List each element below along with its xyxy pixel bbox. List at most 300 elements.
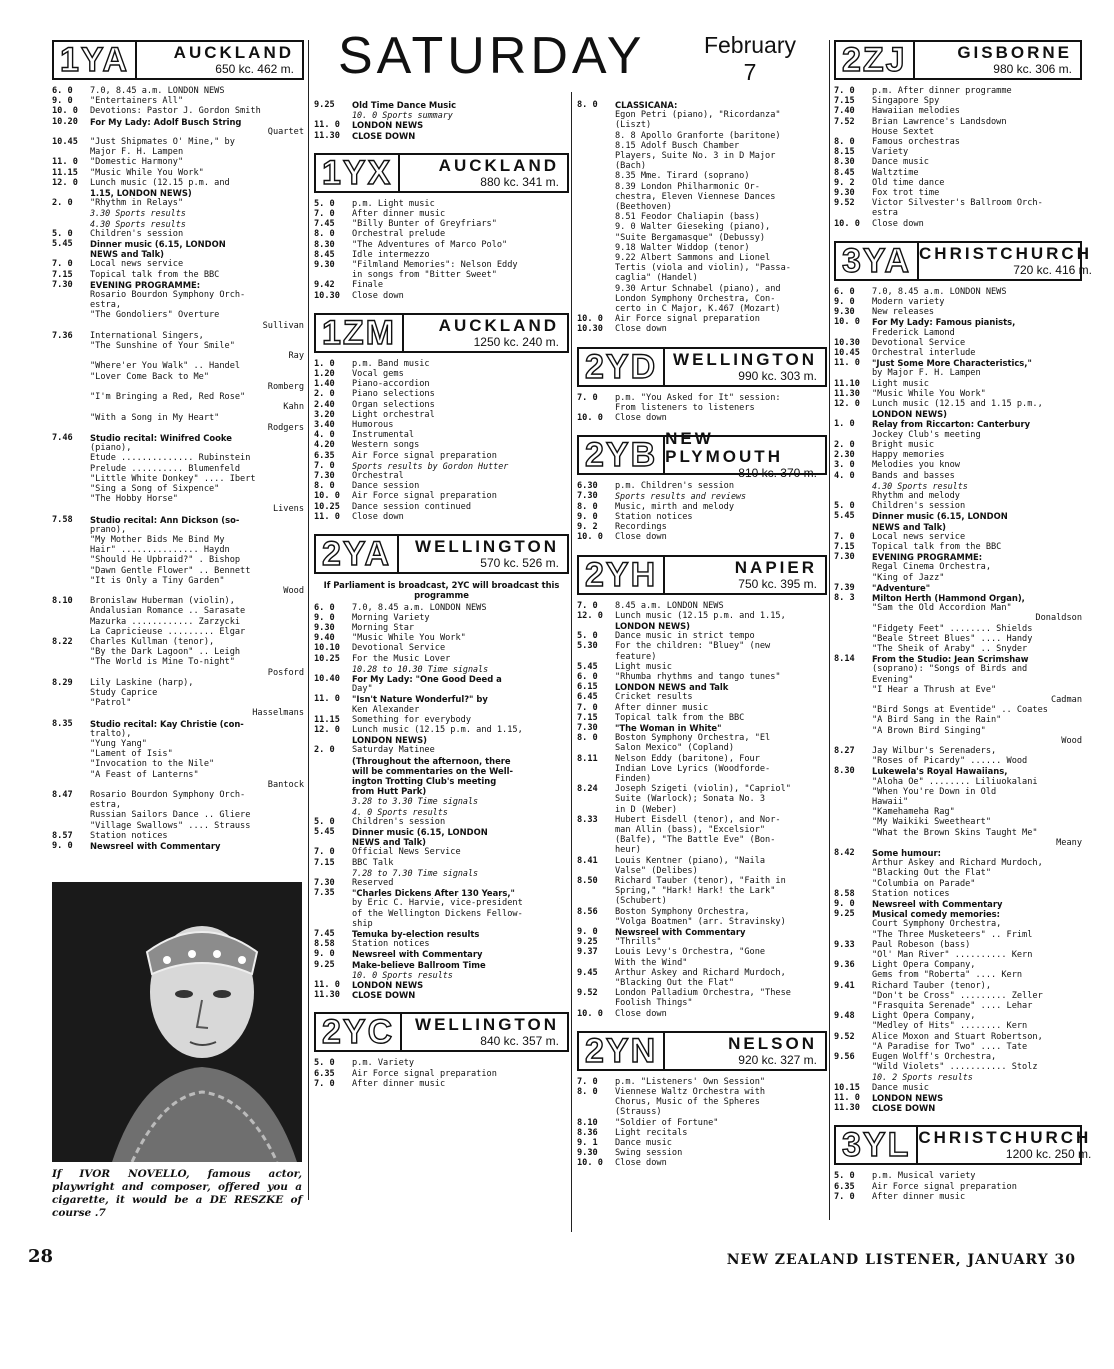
programme-time: 8.15 — [834, 147, 855, 158]
programme-line: Topical talk from the BBC — [872, 541, 1002, 552]
programme-time: 6. 0 — [52, 86, 73, 96]
programme-text — [872, 511, 1082, 531]
programme-line: (Strauss) — [615, 1107, 662, 1118]
programme-time: 1. 0 — [834, 419, 855, 430]
programme-time: 7.45 — [314, 219, 335, 230]
programme-text — [352, 929, 569, 939]
programme-text — [352, 481, 569, 491]
programme-text — [615, 1148, 827, 1158]
programme-time: 11. 0 — [314, 980, 340, 991]
programme-line: Topical talk from the BBC — [615, 712, 745, 723]
programme-line: Dance music — [872, 1082, 929, 1093]
programme-text — [90, 157, 304, 167]
programme-time: 7.15 — [577, 712, 598, 723]
programme-line: BBC Talk — [352, 857, 394, 868]
programme-text — [872, 106, 1082, 116]
programme-line: From the Studio: Jean Scrimshaw — [872, 654, 1029, 665]
programme-entry — [52, 239, 304, 259]
programme-entry — [834, 471, 1082, 502]
programme-text — [352, 491, 569, 501]
programme-text — [352, 694, 569, 714]
programme-line: "Frasquita Serenade" .... Lehar — [872, 1001, 1033, 1012]
programme-text — [872, 1182, 1082, 1192]
programme-time: 2. 0 — [314, 389, 335, 400]
programme-text — [352, 858, 569, 878]
station-frequency: 920 kc. 327 m. — [738, 1052, 817, 1067]
programme-line: Frederick Lamond — [872, 327, 955, 338]
programme-time: 11.15 — [314, 714, 340, 725]
programme-text — [352, 420, 569, 430]
programme-line: Richard Tauber (tenor), "Faith in — [615, 875, 786, 886]
programme-time: 7.30 — [314, 877, 335, 888]
programme-line: Recordings — [615, 522, 667, 533]
programme-line: Finden) — [615, 773, 652, 784]
programme-entry — [314, 491, 569, 501]
programme-entry — [314, 280, 569, 290]
programme-time: 7.40 — [834, 106, 855, 117]
station-info — [137, 42, 302, 78]
programme-time: 10. 0 — [834, 317, 860, 328]
station-call-sign: 2YC — [316, 1014, 402, 1050]
programme-line: Bronislaw Huberman (violin), — [90, 596, 235, 607]
programme-line: Light Opera Company, — [872, 960, 976, 971]
programme-text — [872, 1093, 1082, 1103]
programme-time: 9. 1 — [577, 1138, 598, 1149]
station-2yd — [577, 347, 827, 424]
programme-line: in songs from "Bitter Sweet" — [352, 270, 497, 281]
programme-line: Air Force signal preparation — [615, 314, 760, 325]
programme-entry — [577, 393, 827, 413]
programme-line: by Major F. H. Lampen — [872, 368, 981, 379]
programme-line: Bright music — [872, 439, 935, 450]
programme-line: Gems from "Roberta" .... Kern — [872, 970, 1023, 981]
station-city: WELLINGTON — [415, 1015, 559, 1035]
programme-text — [352, 1079, 569, 1089]
programme-line: Jockey Club's meeting — [872, 429, 981, 440]
programme-text — [352, 280, 569, 290]
programme-entry — [314, 461, 569, 471]
programme-time: 9.30 — [834, 307, 855, 318]
programme-time: 7.15 — [314, 857, 335, 868]
programme-text — [352, 430, 569, 440]
programme-entry — [314, 260, 569, 280]
programme-line: "Rhythm in Relays" — [90, 198, 184, 209]
programme-line: Evening" — [872, 674, 914, 685]
programme-time: 7. 0 — [834, 531, 855, 542]
programme-line: 3.28 to 3.30 Time signals — [352, 796, 479, 807]
programme-text — [872, 219, 1082, 229]
programme-line: by Eric C. Harvie, vice-president — [352, 898, 523, 909]
programme-line: Idle intermezzo — [352, 249, 430, 260]
programme-time: 9.25 — [834, 909, 855, 920]
programme-entry — [314, 131, 569, 141]
programme-text — [872, 188, 1082, 198]
programme-entry — [314, 199, 569, 209]
programme-time: 9. 0 — [52, 96, 73, 107]
programme-entry — [52, 831, 304, 841]
programme-entry — [577, 100, 827, 314]
programme-line: Andalusian Romance .. Sarasate — [90, 606, 246, 617]
programme-line: Saturday Matinee — [352, 745, 435, 756]
programme-line: Air Force signal preparation — [352, 450, 497, 461]
programme-time: 11.30 — [834, 388, 860, 399]
programme-line: (Liszt) — [615, 120, 652, 131]
programme-entry — [834, 593, 1082, 654]
programme-line: "Sing a Song of Sixpence" — [90, 483, 220, 494]
station-header — [577, 555, 827, 595]
programme-time: 7. 0 — [577, 702, 598, 713]
programme-entry — [834, 178, 1082, 188]
column-rule — [571, 92, 572, 1232]
programme-entry — [577, 723, 827, 733]
programme-time: 11. 0 — [834, 1092, 860, 1103]
programme-line: Western songs — [352, 440, 420, 451]
programme-text — [615, 393, 827, 413]
programme-line: Morning Variety — [352, 612, 430, 623]
programme-line: Dinner music (6.15, LONDON — [352, 826, 488, 837]
programme-line: estra, — [90, 300, 122, 311]
programme-line: "Dawn Gentle Flower" .. Bennett — [90, 565, 251, 576]
programme-line: 9.30 Artur Schnabel (piano), and — [615, 283, 781, 294]
programme-time: 5.45 — [52, 239, 73, 250]
programme-text — [872, 1083, 1082, 1093]
programme-line: "Suite Bergamasque" (Debussy) — [615, 232, 766, 243]
programme-time: 8.29 — [52, 677, 73, 688]
programme-line: "Don't be Cross" ......... Zeller — [872, 990, 1043, 1001]
programme-time: 2.30 — [834, 450, 855, 461]
programme-entry — [834, 106, 1082, 116]
programme-line: "Kamehameha Rag" — [872, 807, 955, 818]
programme-line: Rosario Bourdon Symphony Orch- — [90, 290, 246, 301]
programme-time: 12. 0 — [314, 724, 340, 735]
programme-line: Studio recital: Ann Dickson (so- — [90, 514, 240, 525]
programme-line: "What the Brown Skins Taught Me" — [872, 827, 1038, 838]
programme-line: Orchestral prelude — [352, 229, 446, 240]
programme-text — [872, 117, 1082, 137]
programme-line: EVENING PROGRAMME: — [872, 552, 983, 563]
station-header — [314, 313, 569, 353]
station-city: AUCKLAND — [173, 43, 294, 62]
programme-text — [352, 379, 569, 389]
page-day-title: SATURDAY — [338, 27, 646, 85]
programme-time: 10. 0 — [577, 1158, 603, 1169]
programme-time: 8.14 — [834, 654, 855, 665]
programme-line: Fox trot time — [872, 188, 940, 199]
programme-line: Relay from Riccarton: Canterbury — [872, 419, 1031, 430]
programme-entry — [577, 532, 827, 542]
programme-time: 9.52 — [834, 198, 855, 209]
programme-line: Topical talk from the BBC — [90, 269, 220, 280]
programme-text — [615, 631, 827, 641]
programme-line: Morning Star — [352, 622, 415, 633]
programme-text — [615, 876, 827, 907]
programme-entry — [577, 1077, 827, 1087]
programme-text — [90, 841, 304, 851]
programme-line: Newsreel with Commentary — [90, 841, 221, 852]
programme-entry — [834, 188, 1082, 198]
programme-time: 10. 0 — [577, 532, 603, 543]
programme-text — [872, 471, 1082, 502]
programme-entry — [314, 400, 569, 410]
programme-time: 7.36 — [52, 330, 73, 341]
programme-line: Singapore Spy — [872, 96, 940, 107]
programme-line: Wood — [283, 585, 304, 596]
programme-entry — [52, 433, 304, 515]
programme-time: 5. 0 — [314, 816, 335, 827]
programme-text — [352, 440, 569, 450]
programme-line: "Aloha Oe" ........ Liliuokalani — [872, 776, 1038, 787]
programme-entry — [834, 1052, 1082, 1083]
programme-line: Devotional Service — [352, 643, 446, 654]
programme-time: 8.30 — [314, 239, 335, 250]
programme-text — [615, 968, 827, 988]
programme-text — [615, 713, 827, 723]
programme-line: "I'm Bringing a Red, Red Rose" — [90, 392, 246, 403]
column-2 — [314, 100, 569, 1101]
programme-line: "My Waikiki Sweetheart" — [872, 817, 991, 828]
programme-time: 8.30 — [834, 157, 855, 168]
programme-entry — [834, 552, 1082, 583]
station-info — [915, 42, 1080, 78]
programme-text — [352, 654, 569, 674]
programme-entry — [314, 291, 569, 301]
programme-entry — [577, 481, 827, 491]
programme-line: 7.0, 8.45 a.m. LONDON NEWS — [90, 86, 225, 96]
programme-time: 6. 0 — [577, 671, 598, 682]
programme-text — [352, 949, 569, 959]
programme-line: "Should He Upbraid?" . Bishop — [90, 555, 241, 566]
programme-line: Victor Silvester's Ballroom Orch- — [872, 198, 1043, 209]
programme-text — [352, 209, 569, 219]
programme-line: EVENING PROGRAMME: — [90, 279, 201, 290]
programme-entry — [314, 949, 569, 959]
programme-text — [872, 1192, 1082, 1202]
programme-line: (Balfe), "The Battle Eve" (Bon- — [615, 835, 776, 846]
programme-line: Brian Lawrence's Landsdown — [872, 116, 1007, 127]
programme-time: 11.15 — [52, 167, 78, 178]
programme-time: 9.52 — [577, 988, 598, 999]
programme-entry — [314, 512, 569, 522]
programme-line: LONDON NEWS) — [615, 620, 690, 631]
programme-line: p.m. Musical variety — [872, 1171, 976, 1182]
programme-time: 7.58 — [52, 514, 73, 525]
programme-line: For My Lady: Famous pianists, — [872, 317, 1016, 328]
programme-line: "Entertainers All" — [90, 96, 184, 107]
programme-text — [872, 440, 1082, 450]
programme-text — [615, 856, 827, 876]
station-1yx — [314, 153, 569, 301]
programme-entry — [314, 502, 569, 512]
programme-entry — [834, 348, 1082, 358]
station-2ya — [314, 534, 569, 1000]
programme-line: Chorus, Music of the Spheres — [615, 1097, 760, 1108]
programme-entry — [834, 909, 1082, 940]
programme-line: "Rhumba rhythms and tango tunes" — [615, 671, 781, 682]
programme-time: 1.20 — [314, 369, 335, 380]
programme-line: Louis Kentner (piano), "Naila — [615, 855, 766, 866]
programme-line: p.m. "You Asked for It" session: — [615, 392, 781, 403]
programme-text — [615, 481, 827, 491]
station-info — [400, 155, 567, 191]
programme-entry — [314, 888, 569, 929]
programme-entry — [52, 515, 304, 597]
station-call-sign: 1ZM — [316, 315, 404, 351]
programme-line: LONDON NEWS and Talk — [615, 682, 729, 693]
programme-entry — [834, 532, 1082, 542]
programme-time: 10.45 — [834, 348, 860, 359]
programme-time: 5.45 — [834, 511, 855, 522]
programme-text — [90, 790, 304, 831]
programme-text — [352, 817, 569, 827]
programme-line: Station notices — [615, 511, 693, 522]
programme-line: "The Sunshine of Your Smile" — [90, 341, 235, 352]
programme-line: Some humour: — [872, 848, 941, 859]
programme-line: Bantock — [267, 779, 304, 790]
station-info — [919, 243, 1100, 279]
programme-entry — [834, 1171, 1082, 1181]
programme-text — [615, 502, 827, 512]
programme-time: 4.20 — [314, 440, 335, 451]
station-call-sign: 3YA — [836, 243, 919, 279]
programme-line: "The World is Mine To-night" — [90, 657, 235, 668]
programme-time: 11. 0 — [834, 358, 860, 369]
programme-time: 3.40 — [314, 420, 335, 431]
programme-line: Old Time Dance Music — [352, 100, 457, 110]
programme-entry — [834, 899, 1082, 909]
programme-line: "Lament of Isis" — [90, 749, 173, 760]
programme-time: 8.36 — [577, 1127, 598, 1138]
programme-line: Louis Levy's Orchestra, "Gone — [615, 947, 766, 958]
column-rule — [308, 40, 309, 1200]
programme-line: Boston Symphony Orchestra, "El — [615, 733, 771, 744]
programme-entry — [577, 1087, 827, 1118]
programme-line: prano), — [90, 524, 127, 535]
column-4 — [834, 40, 1092, 1214]
programme-text — [615, 314, 827, 324]
station-header — [577, 1031, 827, 1071]
station-call-sign: 2YA — [316, 536, 399, 572]
programme-entry — [52, 198, 304, 229]
programme-time: 7.15 — [834, 541, 855, 552]
programme-line: Official News Service — [352, 847, 461, 858]
station-frequency: 810 kc. 370 m. — [738, 466, 817, 481]
programme-time: 10. 0 — [577, 413, 603, 424]
station-1ya — [52, 40, 304, 851]
programme-line: Ken Alexander — [352, 704, 420, 715]
programme-time: 7. 0 — [314, 1078, 335, 1089]
programme-entry — [314, 471, 569, 481]
programme-time: 9. 2 — [834, 177, 855, 188]
programme-line: Hasselmans — [252, 708, 304, 719]
programme-entry — [52, 331, 304, 433]
programme-time: 7.35 — [314, 888, 335, 899]
programme-time: 5. 0 — [834, 1171, 855, 1182]
programme-line: Sports results and reviews — [615, 491, 747, 502]
programme-entry — [577, 413, 827, 423]
programme-line: For the children: "Bluey" (new — [615, 641, 771, 652]
programme-line: 8.51 Feodor Chaliapin (bass) — [615, 212, 760, 223]
programme-text — [872, 960, 1082, 980]
programme-entry — [314, 613, 569, 623]
programme-text — [615, 947, 827, 967]
station-info — [665, 429, 825, 481]
programme-line: Musical comedy memories: — [872, 909, 1000, 920]
programme-entry — [577, 491, 827, 501]
programme-line: Close down — [615, 1008, 667, 1019]
programme-entry — [577, 601, 827, 611]
programme-text — [872, 358, 1082, 378]
programme-line: p.m. Children's session — [615, 481, 734, 492]
programme-entry — [834, 501, 1082, 511]
programme-line: will be commentaries on the Well- — [352, 765, 513, 776]
programme-text — [352, 939, 569, 949]
programme-entry — [314, 229, 569, 239]
programme-entry — [314, 219, 569, 229]
programme-entry — [314, 410, 569, 420]
programme-entry — [577, 988, 827, 1008]
programme-text — [872, 1011, 1082, 1031]
programme-entry — [577, 682, 827, 692]
programme-line: La Capricieuse ......... Elgar — [90, 626, 246, 637]
programme-entry — [52, 137, 304, 157]
programme-time: 9. 0 — [577, 511, 598, 522]
programme-entry — [834, 219, 1082, 229]
programme-text — [90, 106, 304, 116]
programme-line: Russian Sailors Dance .. Gliere — [90, 810, 251, 821]
programme-entry — [52, 270, 304, 280]
programme-line: Arthur Askey and Richard Murdoch, — [872, 858, 1043, 869]
programme-line: "The Adventures of Marco Polo" — [352, 239, 508, 250]
programme-time: 9.30 — [314, 622, 335, 633]
programme-time: 9.36 — [834, 960, 855, 971]
programme-time: 8. 0 — [577, 501, 598, 512]
programme-time: 10.40 — [314, 673, 340, 684]
programme-entry — [834, 450, 1082, 460]
programme-line: Jay Wilbur's Serenaders, — [872, 745, 997, 756]
programme-entry — [577, 876, 827, 907]
programme-time: 10. 0 — [577, 314, 603, 325]
programme-line: (Schubert) — [615, 896, 667, 907]
programme-time: 8.45 — [314, 249, 335, 260]
programme-line: Finale — [352, 280, 384, 291]
programme-line: "Filmland Memories": Nelson Eddy — [352, 260, 518, 271]
page-number: 28 — [28, 1246, 54, 1267]
programme-line: Orchestral — [352, 471, 404, 482]
programme-line: Lukewela's Royal Hawaiians, — [872, 766, 1008, 777]
programme-text — [872, 889, 1082, 899]
programme-entry — [577, 733, 827, 753]
station-note: If Parliament is broadcast, 2YC will broadcast this programme — [323, 580, 560, 601]
station-call-sign: 2YD — [579, 349, 665, 385]
station-call-sign: 3YL — [836, 1127, 918, 1163]
programme-line: 8.15 Adolf Busch Chamber — [615, 140, 740, 151]
programme-time: 9.30 — [314, 260, 335, 271]
programme-text — [352, 725, 569, 745]
programme-line: Milton Herth (Hammond Organ), — [872, 592, 1025, 603]
programme-time: 6.45 — [577, 692, 598, 703]
programme-text — [352, 471, 569, 481]
programme-time: 9.41 — [834, 980, 855, 991]
programme-text — [615, 324, 827, 334]
programme-line: "The Woman in White" — [615, 722, 722, 733]
programme-time: 4. 0 — [314, 430, 335, 441]
programme-time: 3. 0 — [834, 460, 855, 471]
programme-line: Something for everybody — [352, 714, 471, 725]
programme-line: chestra, Eleven Viennese Dances — [615, 191, 776, 202]
programme-entry — [834, 358, 1082, 378]
programme-text — [352, 1069, 569, 1079]
programme-line: 9. 0 Walter Gieseking (piano), — [615, 222, 771, 233]
